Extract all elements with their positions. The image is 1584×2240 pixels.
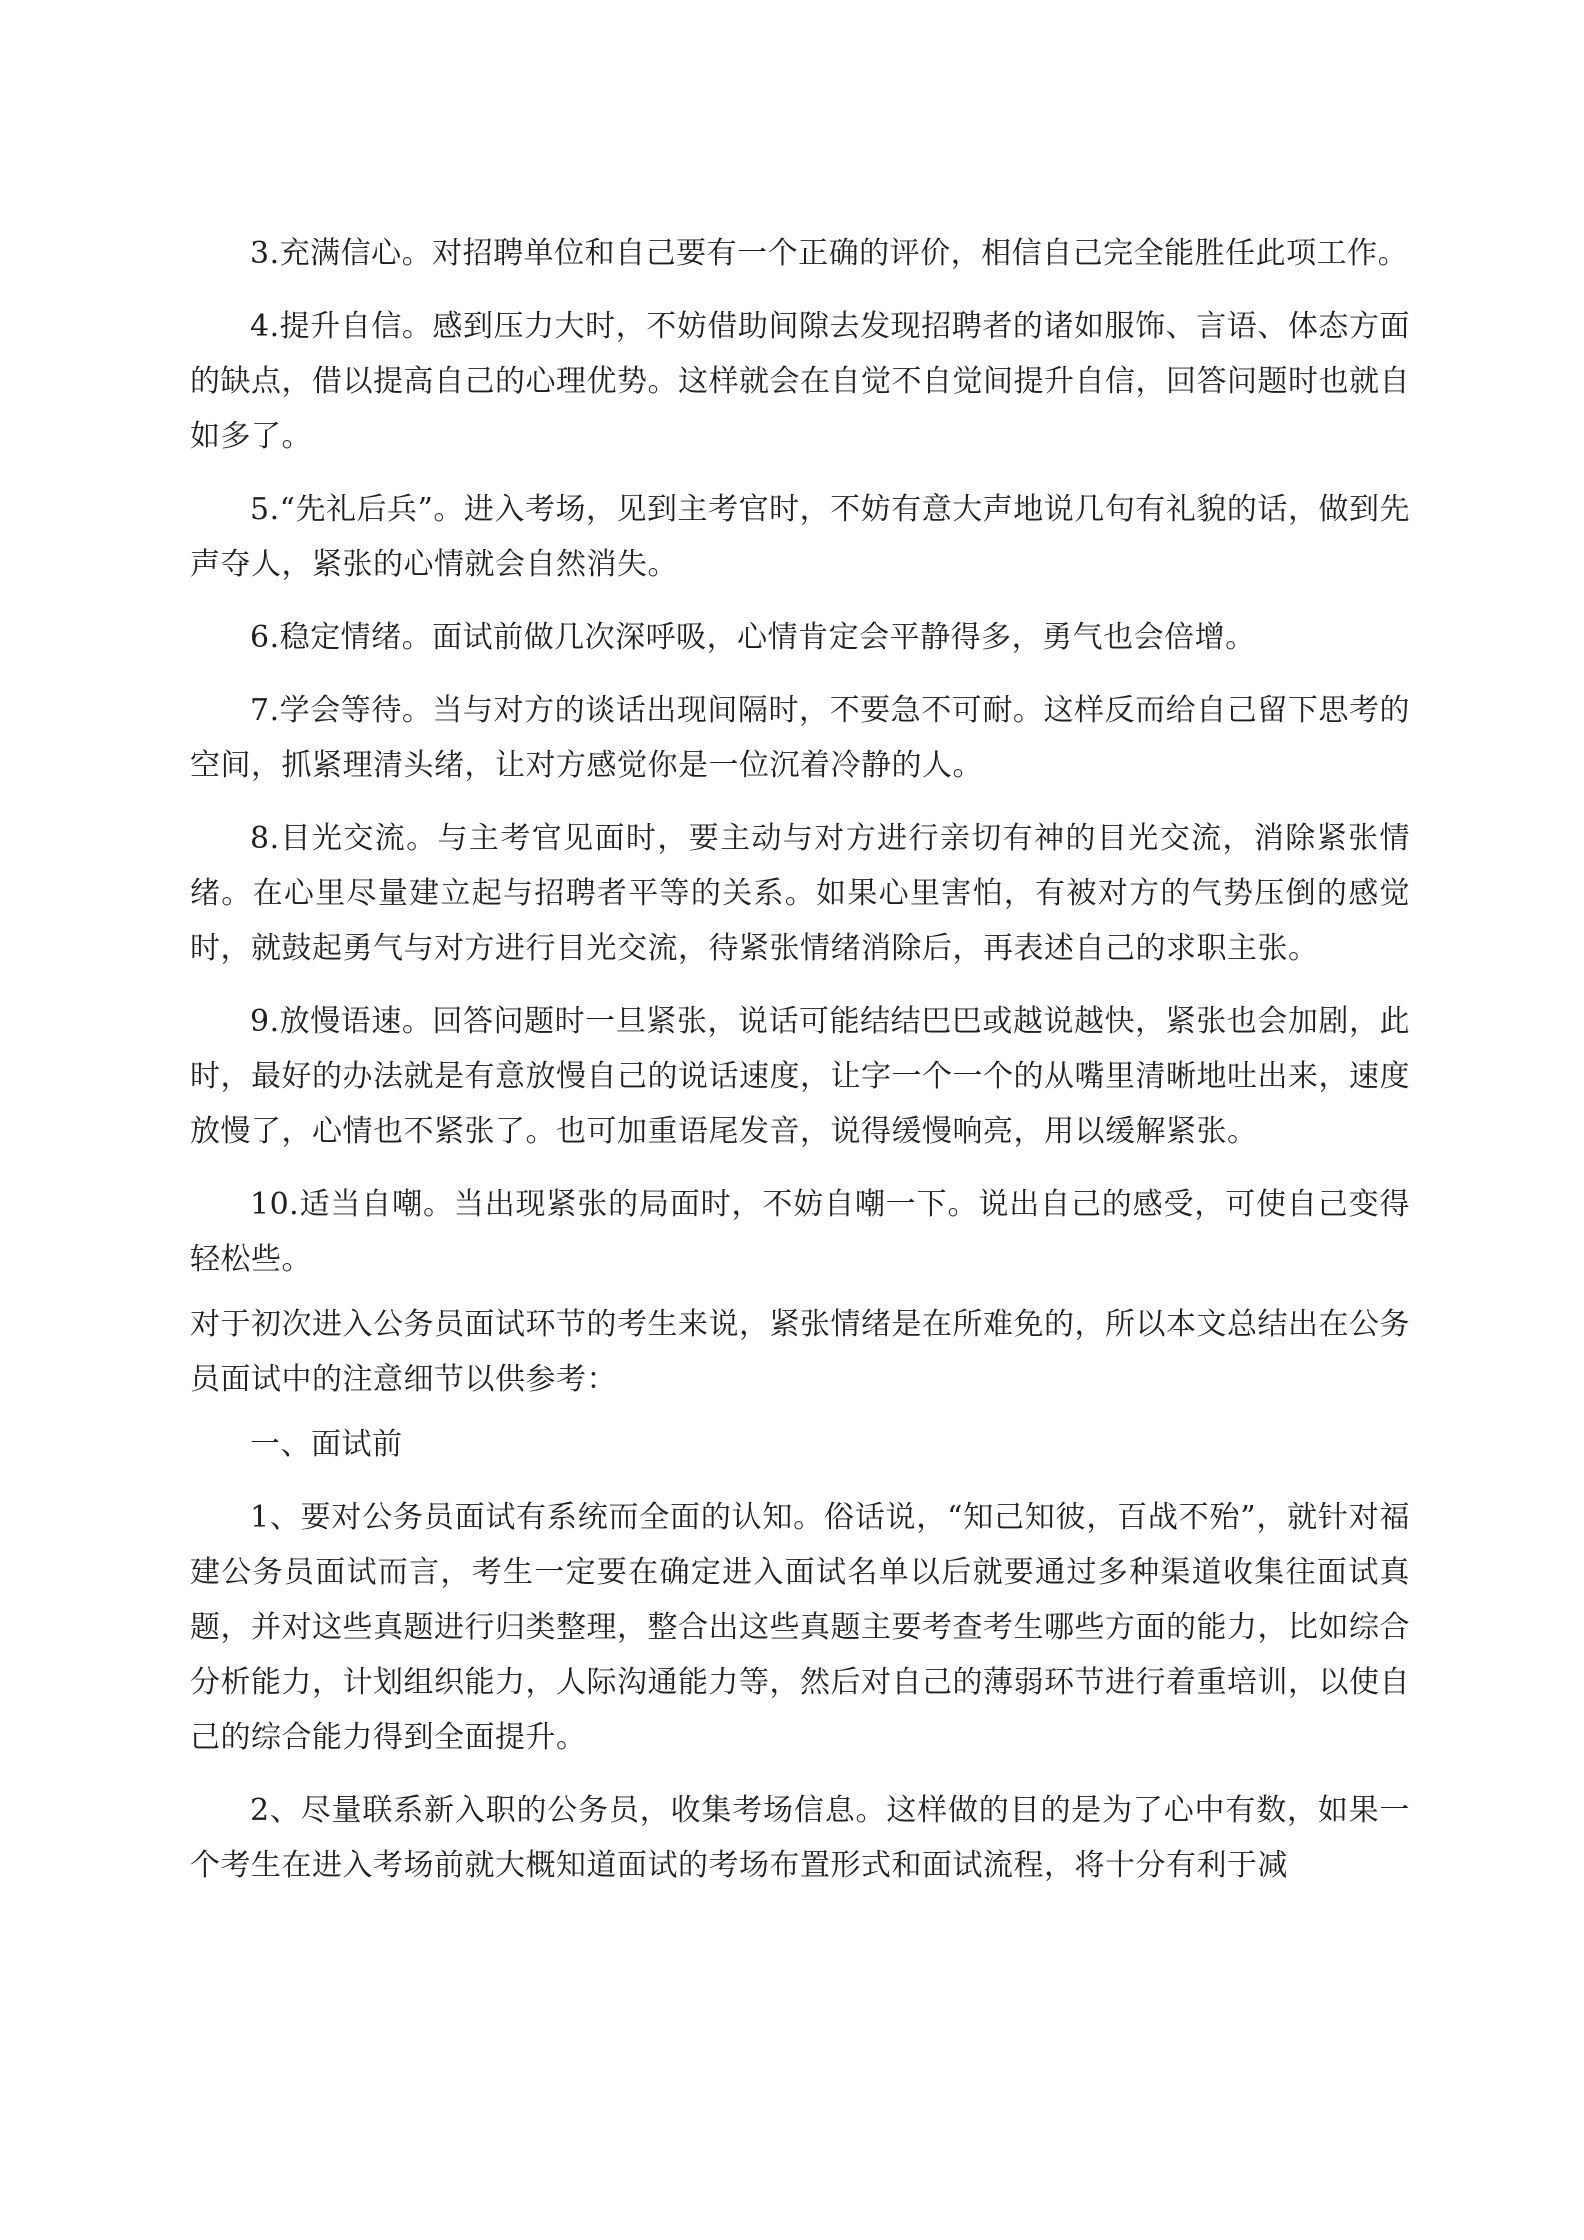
section-heading-before-interview: 一、面试前 [250, 1427, 403, 1462]
paragraph-self-assurance: 4.提升自信。感到压力大时，不妨借助间隙去发现招聘者的诸如服饰、言语、体态方面的缺点，借以提高自己的心理优势。这样就会在自觉不自觉间提升自信，回答问题时也就自如多了。 [190, 309, 1410, 454]
paragraph-eye-contact: 8.目光交流。与主考官见面时，要主动与对方进行亲切有神的目光交流，消除紧张情绪。在心里尽量建立起与招聘者平等的关系。如果心里害怕，有被对方的气势压倒的感觉时，就鼓起勇气与对方进行目光交流，待紧张情绪消除后，再表述自己的求职主张。 [190, 821, 1410, 966]
paragraph-learn-to-wait: 7.学会等待。当与对方的谈话出现间隔时，不要急不可耐。这样反而给自己留下思考的空间，抓紧理清头绪，让对方感觉你是一位沉着冷静的人。 [190, 693, 1410, 783]
paragraph-contact-new-staff: 2、尽量联系新入职的公务员，收集考场信息。这样做的目的是为了心中有数，如果一个考生在进入考场前就大概知道面试的考场布置形式和面试流程，将十分有利于减 [190, 1793, 1410, 1883]
document-body [190, 226, 1410, 1911]
paragraph-systematic-knowledge: 1、要对公务员面试有系统而全面的认知。俗话说，“知己知彼，百战不殆”，就针对福建公务员面试而言，考生一定要在确定进入面试名单以后就要通过多种渠道收集往面试真题，并对这些真题进行归类整理，整合出这些真题主要考查考生哪些方面的能力，比如综合分析能力，计划组织能力，人际沟通能力等，然后对自己的薄弱环节进行着重培训，以使自己的综合能力得到全面提升。 [190, 1500, 1410, 1755]
paragraph-stabilize-emotions: 6.稳定情绪。面试前做几次深呼吸，心情肯定会平静得多，勇气也会倍增。 [250, 620, 1256, 655]
paragraph-confidence: 3.充满信心。对招聘单位和自己要有一个正确的评价，相信自己完全能胜任此项工作。 [250, 236, 1409, 271]
paragraph-intro: 对于初次进入公务员面试环节的考生来说，紧张情绪是在所难免的，所以本文总结出在公务员面试中的注意细节以供参考： [190, 1307, 1410, 1397]
paragraph-courtesy-first: 5.“先礼后兵”。进入考场，见到主考官时，不妨有意大声地说几句有礼貌的话，做到先声夺人，紧张的心情就会自然消失。 [190, 492, 1410, 582]
paragraph-self-deprecation: 10.适当自嘲。当出现紧张的局面时，不妨自嘲一下。说出自己的感受，可使自己变得轻松些。 [190, 1187, 1410, 1277]
paragraph-slow-speech: 9.放慢语速。回答问题时一旦紧张，说话可能结结巴巴或越说越快，紧张也会加剧，此时，最好的办法就是有意放慢自己的说话速度，让字一个一个的从嘴里清晰地吐出来，速度放慢了，心情也不紧张了。也可加重语尾发音，说得缓慢响亮，用以缓解紧张。 [190, 1004, 1410, 1149]
